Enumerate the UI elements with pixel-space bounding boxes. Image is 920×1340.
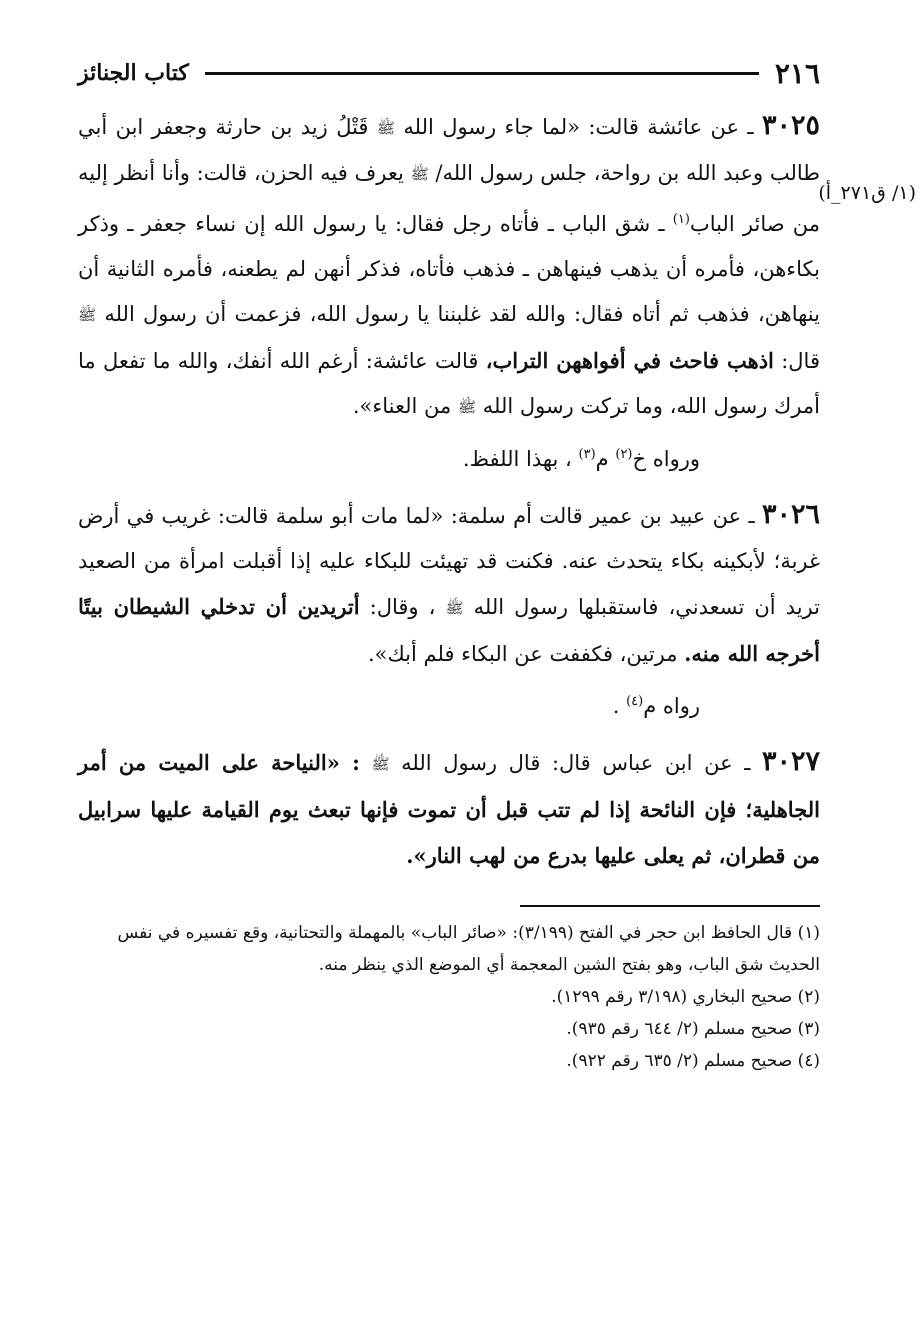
hadith-text: قَتْلُ زيد بن حارثة وجعفر ابن أبي طالب وعبد الله بن رواحة، جلس رسول الله/ xyxy=(78,115,821,185)
separator: ـ xyxy=(744,751,751,775)
hadith-text: عن ابن عباس قال: قال رسول الله xyxy=(401,751,733,775)
hadith-text: قال: xyxy=(781,349,820,373)
sallallah-glyph: ﷺ xyxy=(78,306,97,324)
hadith-text: يعرف فيه الحزن، قالت: وأنا أنظر إليه من صائر الباب xyxy=(78,161,820,236)
hadith-text: عن عائشة قالت: «لما جاء رسول الله xyxy=(403,115,739,139)
hadith-source xyxy=(78,434,820,480)
hadith-3026 xyxy=(78,492,820,677)
manuscript-margin-reference: (١/ ق٢٧١_أ) xyxy=(818,182,916,204)
source-text: . xyxy=(612,694,620,718)
page-number: ٢١٦ xyxy=(774,56,820,90)
sallallah-glyph: ﷺ xyxy=(410,165,429,183)
hadith-text: ، وقال: xyxy=(369,595,436,619)
hadith-3025 xyxy=(78,103,820,430)
footnotes xyxy=(78,917,820,1077)
prophetic-speech: اذهب فاحث في أفواههن التراب، xyxy=(485,348,774,373)
sallallah-glyph: ﷺ xyxy=(457,398,477,416)
header-rule xyxy=(205,72,759,75)
hadith-number: ٣٠٢٧ xyxy=(761,746,820,777)
hadith-text: عن عبيد بن عمير قالت أم سلمة: «لما مات أبو سلمة قالت: غريب في أرض غربة؛ لأبكينه بكاء يتحدث عنه. فكنت قد تهيئت للبكاء عليه إذا أقبلت امرأة من الصعيد تريد أن تسعدني، فاستقبلها رسول الله xyxy=(78,504,820,619)
hadith-text: من العناء». xyxy=(352,394,452,418)
separator: ـ xyxy=(747,115,754,139)
page-header xyxy=(78,55,820,91)
footnote-2: (٢) صحيح البخاري (٣/١٩٨ رقم ١٢٩٩). xyxy=(551,987,820,1007)
hadith-3027 xyxy=(78,739,820,879)
footnote-marker[interactable]: (٣) xyxy=(578,447,596,462)
hadith-number: ٣٠٢٥ xyxy=(761,110,820,141)
footnote-separator-rule xyxy=(520,905,820,907)
sallallah-glyph: ﷺ xyxy=(445,599,464,617)
hadith-source xyxy=(78,681,820,727)
source-text: ورواه خ xyxy=(632,447,700,471)
footnote-marker[interactable]: (٢) xyxy=(615,447,633,462)
footnote-3: (٣) صحيح مسلم (٢/ ٦٤٤ رقم ٩٣٥). xyxy=(566,1019,820,1039)
footnote-4: (٤) صحيح مسلم (٢/ ٦٣٥ رقم ٩٢٢). xyxy=(566,1051,820,1071)
sallallah-glyph: ﷺ xyxy=(371,755,390,773)
hadith-number: ٣٠٢٦ xyxy=(761,499,820,530)
source-text: رواه م xyxy=(643,694,700,718)
footnote-marker[interactable]: (٤) xyxy=(626,694,644,709)
hadith-text: مرتين، فكففت عن البكاء فلم أبك». xyxy=(367,642,678,666)
running-title: كتاب الجنائز xyxy=(78,60,189,86)
source-text: ، بهذا اللفظ. xyxy=(462,447,572,471)
hadith-text: قالت عائشة: أرغم الله أنفك، والله ما تفعل ما أمرك رسول الله، وما تركت رسول الله xyxy=(78,349,820,418)
footnote-1: (١) قال الحافظ ابن حجر في الفتح (٣/١٩٩): «صائر الباب» بالمهملة والتحتانية، وقع تفسيره في نفس الحديث شق الباب، وهو بفتح الشين المعجمة أي الموضع الذي ينظر منه. xyxy=(117,923,820,975)
prophetic-speech: : «النياحة على الميت من أمر الجاهلية؛ فإن النائحة إذا لم تتب قبل أن تموت فإنها تبعث يوم القيامة عليها سرابيل من قطران، ثم يعلى عليها بدرع من لهب النار». xyxy=(78,750,820,868)
prophetic-speech: أتريدين أن تدخلي الشيطان بيتًا أخرجه الله منه. xyxy=(78,594,820,666)
hadith-text: ـ شق الباب ـ فأتاه رجل فقال: يا رسول الله إن نساء جعفر ـ وذكر بكاءهن، فأمره أن يذهب فينهاهن ـ فذهب فأتاه، فذكر أنهن لم يطعنه، فأمره الثانية أن ينهاهن، فذهب ثم أتاه فقال: والله لقد غلبننا يا رسول الله، فزعمت أن رسول الله xyxy=(78,212,820,326)
source-text: م xyxy=(595,447,609,471)
separator: ـ xyxy=(748,504,755,528)
sallallah-glyph: ﷺ xyxy=(376,119,396,137)
footnote-marker[interactable]: (١) xyxy=(672,212,690,227)
